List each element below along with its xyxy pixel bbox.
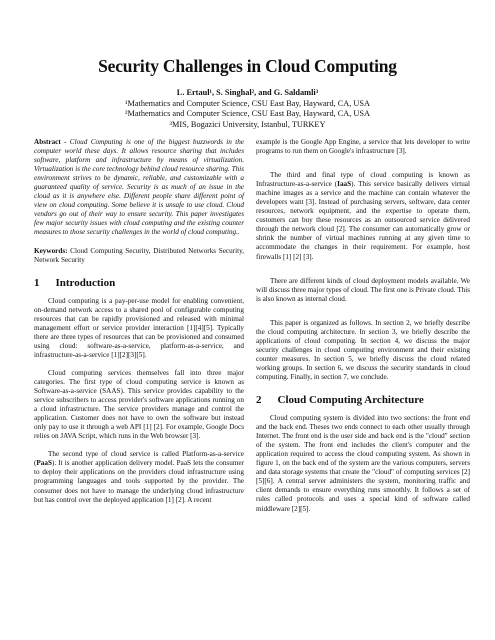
section-heading-architecture [256, 394, 470, 407]
text-run-bold: IaaS [337, 180, 352, 189]
section-heading-introduction [34, 277, 244, 290]
paragraph [256, 171, 470, 261]
paper-title: Security Challenges in Cloud Computing [98, 56, 397, 76]
left-column [34, 138, 244, 505]
paragraph: example is the Google App Engine, a service that lets developer to write programs to run them on Google's infrastructure [3]. [256, 138, 470, 156]
abstract-label: Abstract - [34, 138, 67, 146]
section-title: Cloud Computing Architecture [277, 394, 424, 407]
paragraph [34, 450, 244, 504]
section-number: 1 [34, 276, 40, 289]
affiliation: ²Mathematics and Computer Science, CSU East Bay, Hayward, CA, USA [124, 109, 371, 119]
keywords-label: Keywords: [34, 246, 68, 255]
abstract-text: Cloud Computing is one of the biggest buzzwords in the computer world these days. It allows resource sharing that includes software, platform and infrastructure by means of virtualization. Virtualization is the core technology behind cloud resource sharing. This environment strives to be dynamic, reliable, and customizable with a guaranteed quality of service. Security is as much of an issue in the cloud as it is anywhere else. Different people share different point of view on cloud computing. Some believe it is unsafe to use cloud. Cloud vendors go out of their way to ensure security. This paper investigates few major security issues with cloud computing and the existing counter measures to those security challenges in the world of cloud computing.. [34, 138, 244, 237]
text-run: ). This service basically delivers virtual machine images as a service and the machine can contain whatever the developers want [3]. Instead of purchasing servers, software, data center resources, network equipment, and the expertise to operate them, customers can buy these resources as an outsourced service delivered through the network cloud [2]. The consumer can automatically grow or shrink the number of virtual machines running at any given time to accommodate the changes in their requirement. For example, host firewalls [1] [2] [3]. [256, 180, 470, 261]
author-names: L. Ertaul¹, S. Singhal², and G. Saldamli³ [176, 88, 319, 97]
text-run: The third and final type of cloud computing is known as Infrastructure-as-a-service ( [256, 171, 470, 189]
paragraph: Cloud computing system is divided into two sections: the front end and the back end. Theses two ends connect to each other usually through Internet. The front end is the user side and back end is the "cloud" section of the system. The front end includes the client's computer and the application required to access the cloud computing system. As shown in figure 1, on the back end of the system are the various computers, servers and data storage systems that create the "cloud" of computing services [2][5][6]. A central server administers the system, monitoring traffic and client demands to ensure everything runs smoothly. It follows a set of rules called protocols and uses a special kind of software called middleware [2][5]. [256, 414, 470, 513]
abstract [34, 138, 244, 238]
text-run: ). It is another application delivery model. PaaS lets the consumer to deploy their applications on the providers cloud infrastructure using programming languages and tools supported by the provider. The consumer does not have to manage the underlying cloud infrastructure but has control over the deployed application [1] [2]. A recent [34, 459, 244, 504]
text-run: The second type of cloud service is called Platform-as-a-service ( [34, 450, 244, 468]
paragraph: Cloud computing services themselves fall into three major categories. The first type of cloud computing service is known as Software-as-a-service (SAAS). This service provides capability to the service subscribers to access provider's software applications running on a cloud infrastructure. The service providers manage and control the application. Customer does not have to own the software but instead only pay to use it through a web API [1] [2]. For example, Google Docs relies on JAVA Script, which runs in the Web browser [3]. [34, 368, 244, 441]
keywords-text: Cloud Computing Security, Distributed Networks Security, Network Security [34, 246, 244, 264]
author-block [0, 88, 495, 130]
keywords [34, 247, 244, 265]
paragraph: This paper is organized as follows. In section 2, we briefly describe the cloud computing architecture. In section 3, we briefly describe the applications of cloud computing. In section 4, we discuss the major security challenges in cloud computing environment and their existing counter measures. In section 5, we briefly discuss the cloud related working groups. In section 6, we discuss the security standards in cloud computing. Finally, in section 7, we conclude. [256, 318, 470, 381]
right-column [256, 138, 470, 514]
affiliation: ¹Mathematics and Computer Science, CSU East Bay, Hayward, CA, USA [124, 98, 371, 108]
affiliation: ³MIS, Bogazici University, Istanbul, TURKEY [169, 119, 326, 129]
paragraph: Cloud computing is a pay-per-use model for enabling convenient, on-demand network access to a shared pool of configurable computing resources that can be rapidly provisioned and released with minimal management effort or service provider interaction [1][4][5]. Typically there are three types of resources that can be provisioned and consumed using cloud: software-as-a-service, platform-as-a-service, and infrastructure-as-a-service [1][2][3][5]. [34, 296, 244, 359]
paragraph: There are different kinds of cloud deployment models available. We will discuss three major types of cloud. The first one is Private cloud. This is also known as internal cloud. [256, 276, 470, 303]
section-number: 2 [256, 394, 262, 407]
text-run-bold: PaaS [36, 459, 52, 468]
section-title: Introduction [55, 276, 116, 289]
